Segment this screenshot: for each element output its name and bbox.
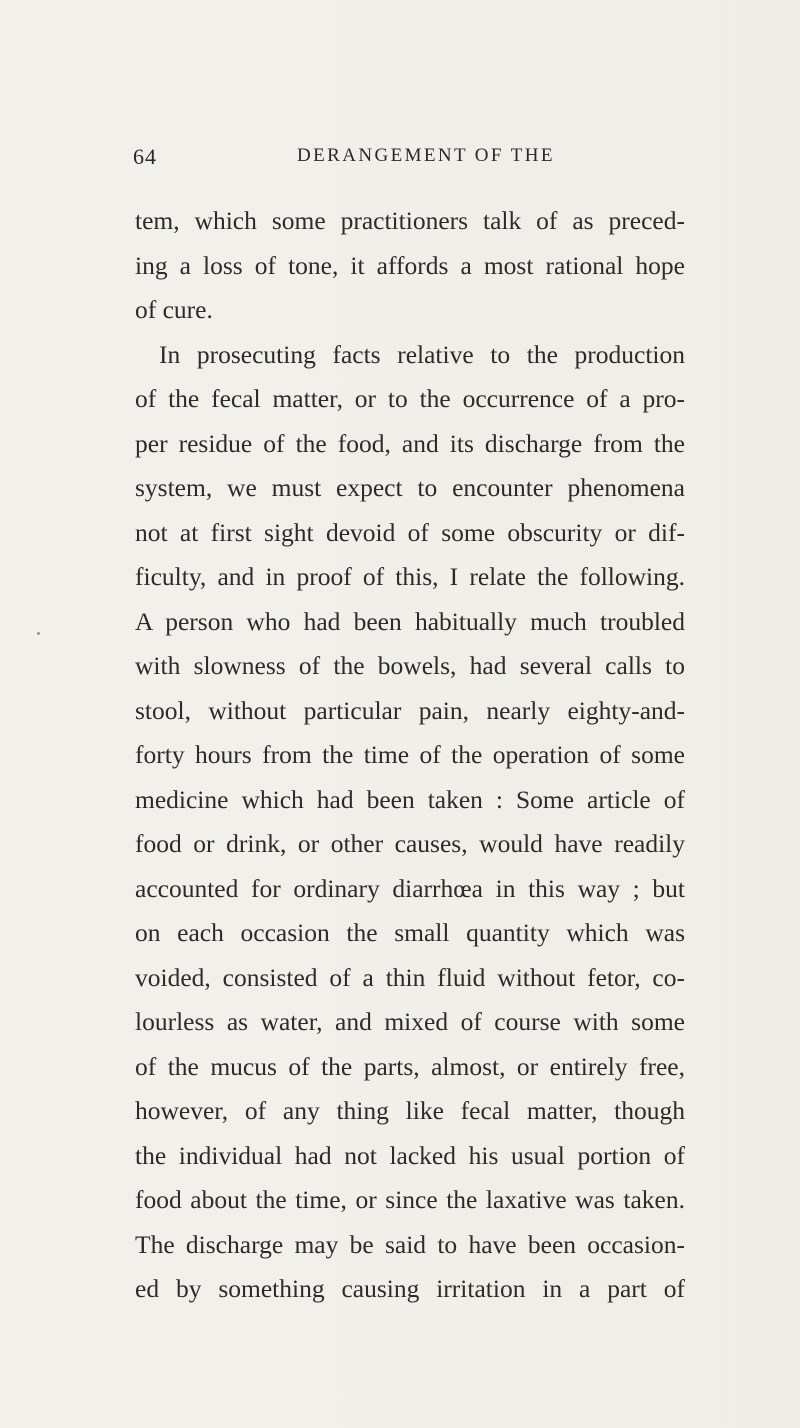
text-line: system, we must expect to encounter phenomena [135,473,685,502]
text-line: with slowness of the bowels, had several calls to [135,651,685,680]
text-line: ing a loss of tone, it affords a most rational hope [135,250,685,280]
body-text [135,199,685,1312]
text-line: of the mucus of the parts, almost, or entirely free, [135,1051,685,1081]
text-line: food or drink, or other causes, would have readily [135,829,685,858]
text-line: per residue of the food, and its discharge from the [135,428,685,458]
text-line: forty hours from the time of the operation of some [135,740,685,769]
text-line: accounted for ordinary diarrhœa in this way ; but [135,873,685,903]
text-line: tem, which some practitioners talk of as preced- [135,206,685,235]
text-line: lourless as water, and mixed of course with some [135,1007,685,1036]
text-line: ed by something causing irritation in a part of [135,1274,685,1303]
text-line: In prosecuting facts relative to the production [159,339,685,369]
text-line: food about the time, or since the laxative was taken. [135,1185,685,1214]
text-line: The discharge may be said to have been occasion- [135,1229,685,1259]
text-line: however, of any thing like fecal matter, though [135,1096,685,1125]
paper-speck [37,632,40,635]
page-number: 64 [133,144,157,169]
text-line: on each occasion the small quantity which was [135,918,685,947]
text-line: of the fecal matter, or to the occurrence of a pro- [135,384,685,413]
text-line: of cure. [135,295,213,324]
text-line: voided, consisted of a thin fluid without fetor, co- [135,962,685,992]
text-line: ficulty, and in proof of this, I relate the following. [135,562,685,591]
text-line: medicine which had been taken : Some article of [135,784,685,814]
text-line: A person who had been habitually much troubled [135,606,685,636]
running-head: DERANGEMENT OF THE [297,145,555,166]
text-line: not at first sight devoid of some obscurity or dif- [135,517,685,547]
text-line: the individual had not lacked his usual portion of [135,1140,685,1170]
page-header [0,144,800,184]
text-line: stool, without particular pain, nearly eighty-and- [135,695,685,725]
